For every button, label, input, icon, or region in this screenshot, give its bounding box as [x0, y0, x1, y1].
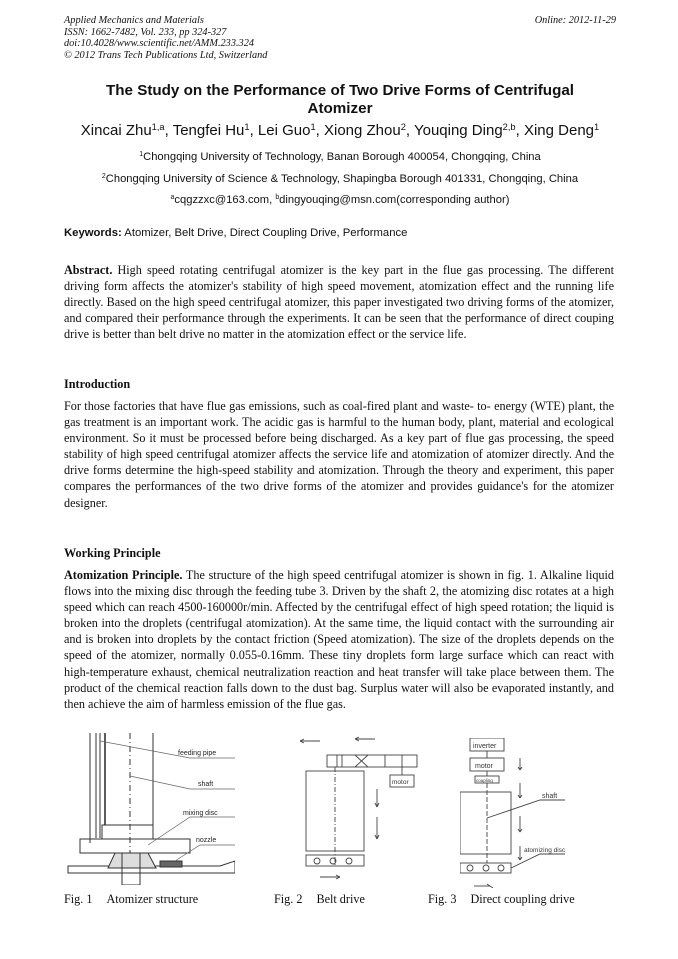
label-shaft: shaft	[542, 793, 558, 800]
working-principle-heading: Working Principle	[64, 546, 161, 560]
label-nozzle: nozzle	[196, 837, 217, 844]
email-a[interactable]: cqgzzxc@163.com,	[174, 194, 276, 206]
label-motor: motor	[475, 763, 493, 770]
label-inverter: inverter	[473, 743, 497, 750]
figure-2-belt-drive	[300, 735, 430, 885]
figure-3-caption: Fig. 3 Direct coupling drive	[428, 892, 575, 906]
abstract-text: High speed rotating centrifugal atomizer is the key part in the flue gas processing. The different driving form affects the atomizer's stability of high speed movement, atomization effect and the running life directly. Based on the high speed centrifugal atomizer, this paper investigated two driving forms of the atomizer, and compared their performance through the experiments. It can be seen that the performance of direct couping drive is better than belt drive no matter in the atomization effect or the service life.	[64, 263, 614, 342]
author-emails: $^a$cqgzzxc@163.com, $^b$dingyouqing@msn.com(corresponding author)	[170, 194, 510, 206]
title-line-2: Atomizer	[307, 100, 373, 117]
copyright-line: © 2012 Trans Tech Publications Ltd, Switzerland	[64, 49, 268, 61]
journal-header	[64, 15, 616, 61]
atomization-principle-paragraph	[64, 567, 614, 712]
figure-1-atomizer-structure	[60, 733, 235, 885]
keywords	[64, 227, 407, 239]
atomization-principle-text: The structure of the high speed centrifugal atomizer is shown in fig. 1. Alkaline liquid flows into the mixing disc through the feeding tube 3. Driven by the shaft 2, the atomizing disc rotates at a high speed which can reach 4500-160000r/min. Affected by the centrifugal effect of high speed rotation; the liquid is broken into the droplets (centrifugal atomization). At the same time, the liquid contact with the surrounding air and is broken into droplets by the contact friction (Speed atomization). The size of the droplets depends on the speed of the atomizer, normally 0.055-0.16mm. These tiny droplets form large surface which can react with high-temperature exhaust, chemical neutralization reaction and heat transfer will take place between them. The product of the chemical reaction falls down to the dust bag. Surplus water will also be evaporated instantly, and then achieve the aim of harmless emission of the flue gas.	[64, 568, 615, 711]
author: Xing Deng$^1$	[523, 121, 600, 139]
keywords-text: Atomizer, Belt Drive, Direct Coupling Drive, Performance	[121, 227, 408, 239]
keywords-label: Keywords:	[64, 227, 122, 239]
author: Tengfei Hu$^1$,	[172, 121, 258, 139]
affiliation-2: $^2$Chongqing University of Science & Technology, Shapingba Borough 401331, Chongqing, China	[101, 173, 579, 185]
figure-3-direct-coupling-drive	[460, 738, 625, 888]
figure-1-caption: Fig. 1 Atomizer structure	[64, 892, 199, 906]
issn-line: ISSN: 1662-7482, Vol. 233, pp 324-327	[64, 26, 227, 38]
label-atomizing-disc: atomizing disc	[524, 847, 566, 854]
figure-2-caption: Fig. 2 Belt drive	[274, 892, 365, 906]
label-feeding-pipe: feeding pipe	[178, 750, 217, 757]
author: Youqing Ding$^{2,b}$,	[413, 121, 524, 139]
author: Lei Guo$^1$,	[257, 121, 324, 139]
online-date: Online: 2012-11-29	[534, 15, 616, 26]
label-motor: motor	[392, 779, 409, 786]
journal-name: Applied Mechanics and Materials	[64, 15, 204, 26]
abstract	[64, 262, 614, 342]
author: Xiong Zhou$^2$,	[323, 121, 414, 139]
label-mixing-disc: mixing disc	[183, 810, 218, 817]
label-coupling: coupling	[476, 778, 493, 783]
atomization-principle-label: Atomization Principle.	[64, 568, 183, 582]
affiliation-1: $^1$Chongqing University of Technology, Banan Borough 400054, Chongqing, China	[139, 151, 541, 163]
label-shaft: shaft	[198, 781, 214, 788]
introduction-heading: Introduction	[64, 377, 131, 391]
author-list	[60, 122, 620, 140]
paper-title	[64, 82, 616, 118]
doi-line[interactable]: doi:10.4028/www.scientific.net/AMM.233.324	[64, 38, 254, 50]
author: Xincai Zhu$^{1,a}$,	[80, 121, 173, 139]
introduction-text: For those factories that have flue gas emissions, such as coal-fired plant and waste- to- energy (WTE) plant, the gas treatment is an important work. The acidic gas is harmful to the human body, plant, material and ecological environment. So it must be processed before being discharged. As a key part of flue gas processing, the speed stability of high speed centrifugal atomizer affects the service life and atomization of atomizer directly. And the drive forms determine the high-speed stability and atomization. Through the theory and experiment, this paper compares the performances of the two drive forms of the atomizer and provides guidance's for the atomizer designer.	[64, 399, 614, 510]
title-line-1: The Study on the Performance of Two Drive Forms of Centrifugal	[105, 82, 575, 99]
email-b[interactable]: dingyouqing@msn.com(corresponding author)	[279, 194, 510, 206]
abstract-label: Abstract.	[64, 263, 113, 277]
